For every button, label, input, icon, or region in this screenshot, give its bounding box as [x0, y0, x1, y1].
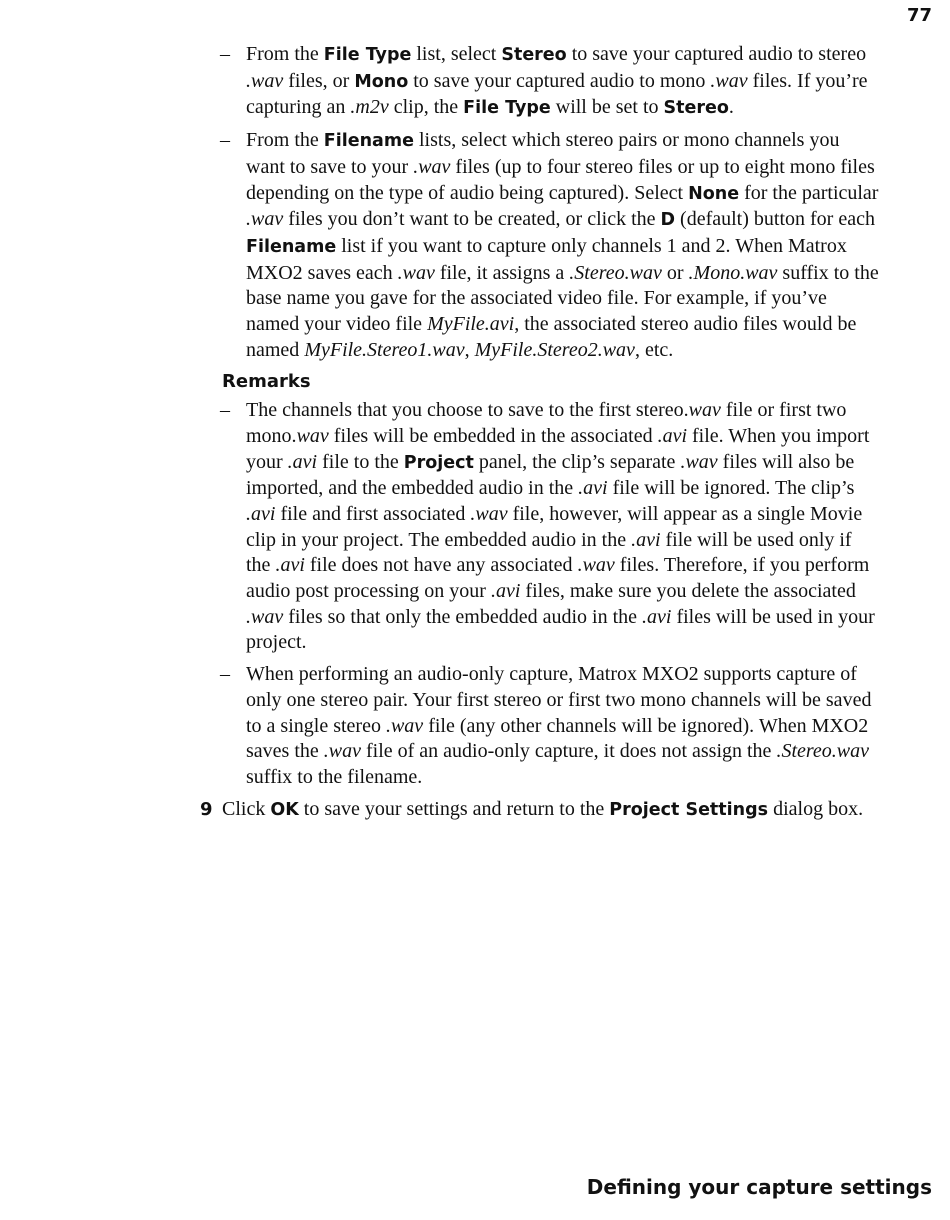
remark-text: The channels that you choose to save to the first stereo.wav file or first two mono.wav files will be embedded in the associated .avi file. When you import your .avi file to the Project panel, the clip’s separate .wav files will also be imported, and the embedded audio in the .avi file will be ignored. The clip’s .avi file and first associated .wav file, however, will appear as a single Movie clip in your project. The embedded audio in the .avi file will be used only if the .avi file does not have any associated .wav files. Therefore, if you perform audio post processing on your .avi files, make sure you delete the associated .wav files so that only the embedded audio in the .avi files will be used in your project.	[246, 399, 875, 654]
remark-channels-embedded	[200, 398, 880, 656]
dash-bullet: –	[220, 663, 230, 686]
dash-bullet: –	[220, 43, 230, 65]
dash-bullet: –	[220, 129, 230, 152]
step-9	[200, 797, 880, 824]
bullet-text: From the File Type list, select Stereo to save your captured audio to stereo .wav files, or Mono to save your captured audio to mono .wav files. If you’re capturing an .m2v clip, the File Type will be set to Stereo.	[246, 43, 868, 119]
page-body	[200, 42, 880, 823]
remark-audio-only	[200, 662, 880, 791]
bullet-filename	[200, 128, 880, 363]
bullet-text: From the Filename lists, select which stereo pairs or mono channels you want to save to your .wav files (up to four stereo files or up to eight mono files depending on the type of audio being captured). Select None for the particular .wav files you don’t want to be created, or click the D (default) button for each Filename list if you want to capture only channels 1 and 2. When Matrox MXO2 saves each .wav file, it assigns a .Stereo.wav or .Mono.wav suffix to the base name you gave for the associated video file. For example, if you’ve named your video file MyFile.avi, the associated stereo audio files would be named MyFile.Stereo1.wav, MyFile.Stereo2.wav, etc.	[246, 129, 879, 361]
dash-bullet: –	[220, 399, 230, 422]
step-number: 9	[200, 798, 213, 820]
remark-text: When performing an audio-only capture, Matrox MXO2 supports capture of only one stereo pair. Your first stereo or first two mono channels will be saved to a single stereo .wav file (any other channels will be ignored). When MXO2 saves the .wav file of an audio-only capture, it does not assign the .Stereo.wav suffix to the filename.	[246, 663, 872, 788]
step-text: Click OK to save your settings and return to the Project Settings dialog box.	[222, 797, 864, 820]
remarks-heading: Remarks	[222, 371, 311, 393]
bullet-file-type	[200, 42, 880, 122]
footer-section-title: Defining your capture settings	[586, 1175, 932, 1199]
page-number: 77	[906, 5, 932, 26]
